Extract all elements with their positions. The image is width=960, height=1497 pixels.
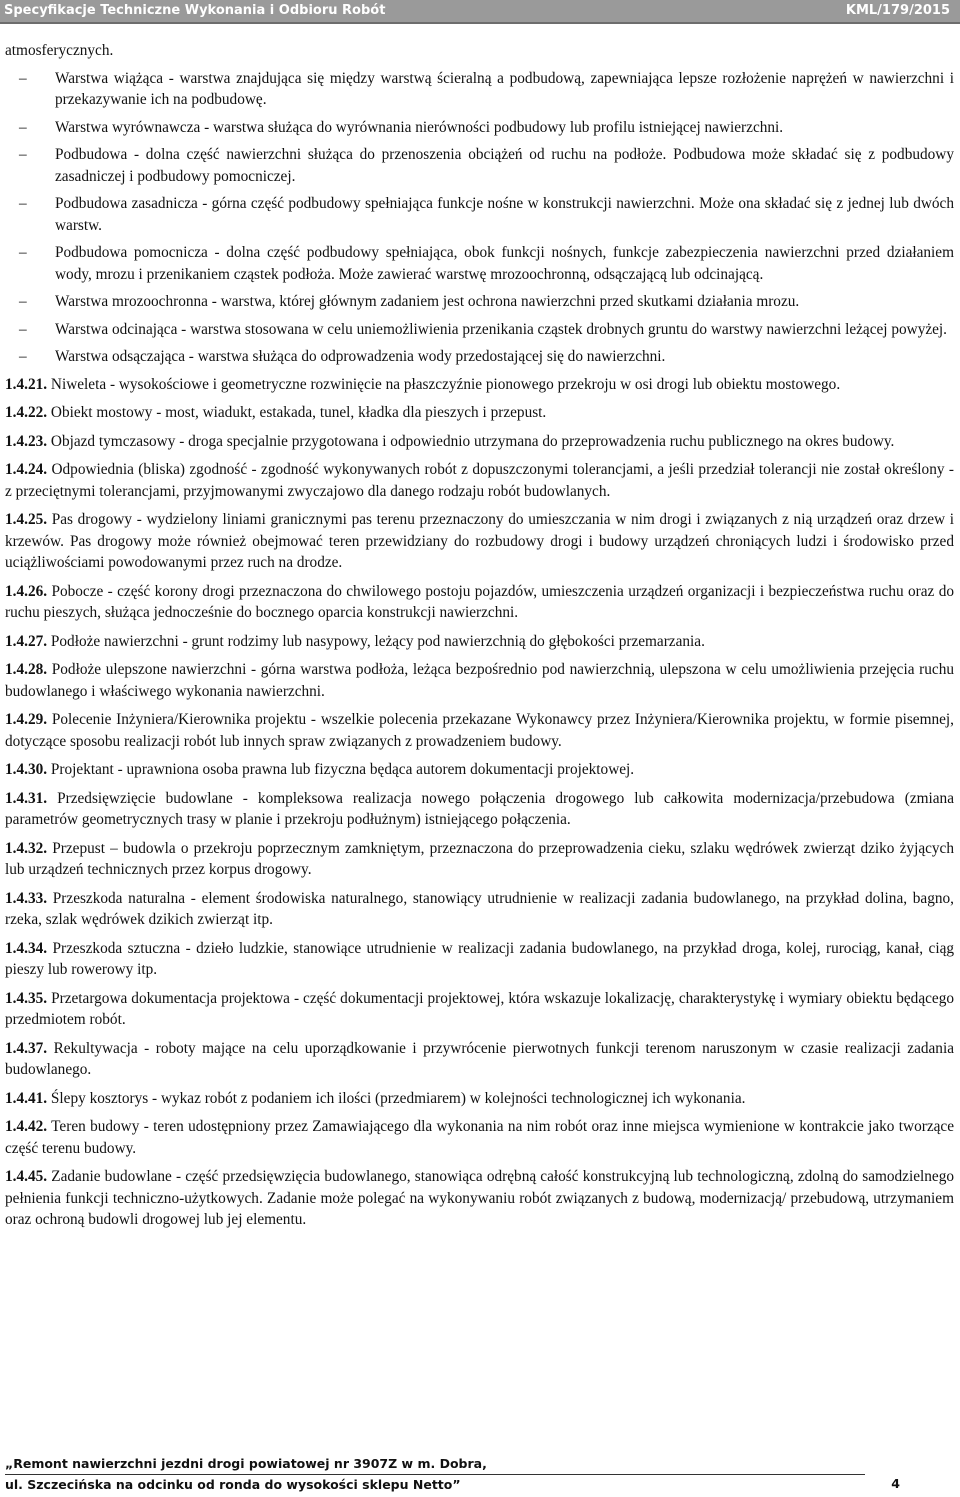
- definition-number: 1.4.25.: [5, 511, 48, 528]
- definition-text: Pobocze - część korony drogi przeznaczona do chwilowego postoju pojazdów, umieszczenia urządzeń organizacji i bezpieczeństwa ruchu oraz do ruchu pieszych, służąca jednocześnie do bocznego oparcia konstrukcji nawierzchni.: [5, 582, 954, 621]
- header-title: Specyfikacje Techniczne Wykonania i Odbioru Robót: [4, 3, 386, 18]
- definition-number: 1.4.28.: [5, 661, 48, 678]
- definition-item: [5, 1166, 954, 1231]
- dash-list: [5, 68, 954, 368]
- definition-number: 1.4.27.: [5, 632, 48, 650]
- dash-marker: –: [19, 348, 27, 365]
- definition-text: Niweleta - wysokościowe i geometryczne rozwinięcie na płaszczyźnie pionowego przekroju w osi drogi lub obiektu mostowego.: [50, 375, 841, 393]
- definition-number: 1.4.45.: [5, 1168, 48, 1185]
- dash-item-text: Warstwa wyrównawcza - warstwa służąca do wyrównania nierówności podbudowy lub profilu istniejącej nawierzchni.: [55, 118, 784, 136]
- definition-item: [5, 1088, 954, 1110]
- dash-item: [5, 242, 954, 285]
- definition-item: [5, 788, 954, 831]
- definition-text: Objazd tymczasowy - droga specjalnie przygotowana i odpowiednio utrzymana do przeprowadzenia ruchu publicznego na okres budowy.: [50, 432, 895, 450]
- definition-number: 1.4.34.: [5, 939, 48, 957]
- definition-text: Przetargowa dokumentacja projektowa - część dokumentacji projektowej, która wskazuje lokalizację, charakterystykę i wymiary obiektu będącego przedmiotem robót.: [5, 989, 955, 1028]
- definition-item: [5, 459, 954, 502]
- definition-text: Odpowiednia (bliska) zgodność - zgodność wykonywanych robót z dopuszczonymi tolerancjami, a jeśli przedział tolerancji nie został określony - z przeciętnymi tolerancjami, przyjmowanymi zwyczajowo dla danego rodzaju robót budowlanych.: [5, 461, 954, 500]
- definition-number: 1.4.33.: [5, 889, 48, 907]
- dash-item: [5, 144, 954, 187]
- definition-number: 1.4.29.: [5, 711, 48, 728]
- definition-number: 1.4.41.: [5, 1089, 48, 1107]
- definition-text: Obiekt mostowy - most, wiadukt, estakada, tunel, kładka dla pieszych i przepust.: [50, 404, 547, 421]
- definition-item: [5, 631, 954, 653]
- definition-text: Przedsięwzięcie budowlane - kompleksowa realizacja nowego połączenia drogowego lub całkowita modernizacja/przebudowa (zmiana parametrów geometrycznych trasy w planie i przekroju podłużnym) istniejącego połączenia.: [5, 789, 954, 828]
- dash-item-text: Podbudowa zasadnicza - górna część podbudowy spełniająca funkcje nośne w konstrukcji nawierzchni. Może ona składać się z jednej lub dwóch warstw.: [55, 195, 954, 234]
- definition-text: Zadanie budowlane - część przedsięwzięcia budowlanego, stanowiąca odrębną całość konstrukcyjną lub technologiczną, zdolną do samodzielnego pełnienia funkcji techniczno-użytkowych. Zadanie może polegać na wykonywaniu robót związanych z budową, modernizacją/ przebudową, utrzymaniem oraz ochroną budowli drogowej lub jej elementu.: [5, 1168, 954, 1228]
- definition-text: Polecenie Inżyniera/Kierownika projektu - wszelkie polecenia przekazane Wykonawcy przez Inżyniera/Kierownika projektu, w formie pisemnej, dotyczące sposobu realizacji robót lub innych spraw związanych z prowadzeniem budowy.: [5, 711, 955, 750]
- definition-item: [5, 431, 954, 453]
- footer-line-2: ul. Szczecińska na odcinku od ronda do wysokości sklepu Netto”: [5, 1474, 865, 1495]
- dash-item-text: Warstwa odsączająca - warstwa służąca do odprowadzenia wody przedostającej się do nawierzchni.: [55, 348, 666, 365]
- definition-text: Ślepy kosztorys - wykaz robót z podaniem ich ilości (przedmiarem) w kolejności technologicznej ich wykonania.: [50, 1089, 746, 1107]
- definition-item: [5, 402, 954, 424]
- definition-number: 1.4.22.: [5, 404, 48, 421]
- definition-number: 1.4.31.: [5, 789, 48, 807]
- definition-text: Projektant - uprawniona osoba prawna lub fizyczna będąca autorem dokumentacji projektowej.: [50, 761, 635, 778]
- dash-item: [5, 68, 954, 111]
- definition-item: [5, 374, 954, 396]
- definition-number: 1.4.23.: [5, 432, 48, 450]
- definition-number: 1.4.24.: [5, 461, 48, 478]
- definition-number: 1.4.21.: [5, 375, 48, 393]
- dash-marker: –: [19, 69, 27, 87]
- dash-marker: –: [19, 293, 27, 310]
- document-body: [5, 40, 954, 1238]
- dash-marker: –: [19, 118, 27, 136]
- page-footer: [5, 1454, 950, 1495]
- definition-number: 1.4.32.: [5, 839, 48, 857]
- dash-item: [5, 291, 954, 313]
- dash-item-text: Podbudowa pomocnicza - dolna część podbudowy spełniająca, obok funkcji nośnych, funkcje zabezpieczenia nawierzchni przed działaniem wody, mrozu i przenikaniem cząstek podłoża. Może zawierać warstwę mrozoochronną, odsączającą lub odcinającą.: [55, 244, 954, 283]
- definition-item: [5, 581, 954, 624]
- dash-item-text: Warstwa wiążąca - warstwa znajdująca się między warstwą ścieralną a podbudową, zapewniająca lepsze rozłożenie naprężeń w nawierzchni i przekazywanie ich na podbudowę.: [55, 69, 954, 108]
- dash-marker: –: [19, 244, 27, 261]
- definition-number: 1.4.26.: [5, 582, 48, 600]
- definition-text: Rekultywacja - roboty mające na celu uporządkowanie i przywrócenie pierwotnych funkcji terenom naruszonym w czasie realizacji zadania budowlanego.: [5, 1039, 954, 1078]
- definition-item: [5, 888, 954, 931]
- definition-item: [5, 938, 954, 981]
- definition-number: 1.4.42.: [5, 1118, 48, 1135]
- definition-item: [5, 1116, 954, 1159]
- dash-marker: –: [19, 146, 27, 163]
- dash-marker: –: [19, 195, 27, 212]
- definition-number: 1.4.30.: [5, 761, 48, 778]
- definition-text: Przeszkoda sztuczna - dzieło ludzkie, stanowiące utrudnienie w realizacji zadania budowlanego, na przykład droga, kolej, rurociąg, kanał, ciąg pieszy lub rowerowy itp.: [5, 939, 955, 978]
- dash-item: [5, 117, 954, 139]
- page-header: [0, 0, 960, 24]
- definition-item: [5, 1038, 954, 1081]
- definition-item: [5, 759, 954, 781]
- definition-number: 1.4.35.: [5, 989, 48, 1007]
- definition-text: Przepust – budowla o przekroju poprzecznym zamkniętym, przeznaczona do przeprowadzenia cieku, szlaku wędrówek zwierząt dziko żyjących lub urządzeń technicznych przez korpus drogowy.: [5, 839, 954, 878]
- definition-text: Teren budowy - teren udostępniony przez Zamawiającego dla wykonania na nim robót oraz inne miejsca wymienione w kontrakcie jako tworzące część terenu budowy.: [5, 1118, 954, 1157]
- dash-item-text: Warstwa mrozoochronna - warstwa, której głównym zadaniem jest ochrona nawierzchni przed skutkami działania mrozu.: [55, 293, 800, 310]
- definition-item: [5, 659, 954, 702]
- definition-text: Przeszkoda naturalna - element środowiska naturalnego, stanowiący utrudnienie w realizacji zadania budowlanego, na przykład dolina, bagno, rzeka, szlak wędrówek dzikich zwierząt itp.: [5, 889, 954, 928]
- dash-item-text: Warstwa odcinająca - warstwa stosowana w celu uniemożliwienia przenikania cząstek drobnych gruntu do warstwy nawierzchni leżącej powyżej.: [55, 320, 948, 338]
- continuation-text: atmosferycznych.: [5, 42, 114, 59]
- definition-text: Podłoże ulepszone nawierzchni - górna warstwa podłoża, leżąca bezpośrednio pod nawierzchnią, ulepszona w celu umożliwienia przejęcia ruchu budowlanego i właściwego wykonania nawierzchni.: [5, 661, 954, 700]
- dash-item: [5, 193, 954, 236]
- definition-item: [5, 838, 954, 881]
- page-number: 4: [891, 1476, 900, 1491]
- definition-text: Pas drogowy - wydzielony liniami granicznymi pas terenu przeznaczony do umieszczania w nim drogi i związanych z nią urządzeń oraz drzew i krzewów. Pas drogowy może również obejmować teren przewidziany do rozbudowy drogi i budowy urządzeń chroniących ludzi i środowisko przed uciążliwościami powodowanymi przez ruch na drodze.: [5, 511, 955, 571]
- dash-marker: –: [19, 320, 27, 338]
- footer-line-1: „Remont nawierzchni jezdni drogi powiatowej nr 3907Z w m. Dobra,: [5, 1456, 487, 1471]
- definition-item: [5, 988, 954, 1031]
- definition-item: [5, 709, 954, 752]
- definition-text: Podłoże nawierzchni - grunt rodzimy lub nasypowy, leżący pod nawierzchnią do głębokości przemarzania.: [50, 632, 705, 650]
- definition-number: 1.4.37.: [5, 1039, 48, 1057]
- definition-item: [5, 509, 954, 574]
- definition-list: [5, 374, 954, 1231]
- header-doc-id: KML/179/2015: [845, 3, 950, 18]
- dash-item: [5, 319, 954, 341]
- dash-item-text: Podbudowa - dolna część nawierzchni służąca do przenoszenia obciążeń od ruchu na podłoże. Podbudowa może składać się z podbudowy zasadniczej i podbudowy pomocniczej.: [55, 146, 954, 185]
- dash-item: [5, 346, 954, 368]
